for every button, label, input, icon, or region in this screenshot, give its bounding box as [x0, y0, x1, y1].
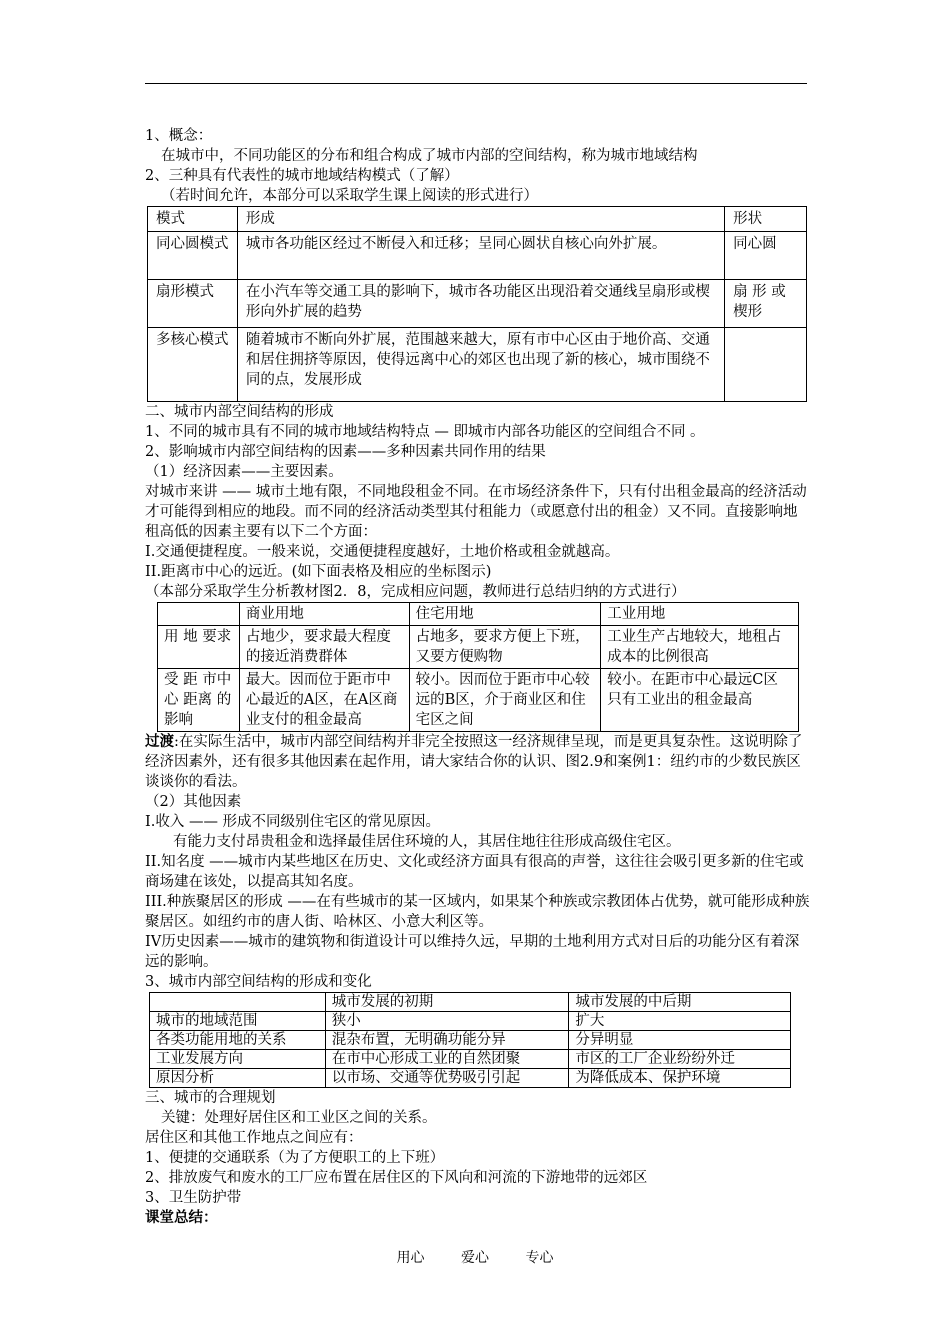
paragraph: II.距离市中心的远近。(如下面表格及相应的坐标图示) [145, 564, 492, 580]
table-cell: 扇 形 或楔形 [725, 280, 807, 328]
table-cell: 在小汽车等交通工具的影响下，城市各功能区出现沿着交通线呈扇形或楔形向外扩展的趋势 [237, 280, 724, 328]
paragraph: III.种族聚居区的形成 ——在有些城市的某一区域内，如果某个种族或宗教团体占优势，就可能形成种族聚居区。如纽约市的唐人街、哈林区、小意大利区等。 [145, 894, 810, 930]
header-rule [145, 83, 807, 84]
table-cell: 为降低成本、保护环境 [569, 1069, 791, 1088]
paragraph-transition [145, 732, 810, 792]
table-cell: 分异明显 [569, 1031, 791, 1050]
page-footer [0, 1247, 950, 1267]
table-header-cell: 城市发展的初期 [325, 993, 569, 1012]
footer-word: 爱心 [461, 1250, 489, 1266]
paragraph: 3、城市内部空间结构的形成和变化 [145, 974, 372, 990]
models-table [147, 206, 807, 402]
table-cell: 狭小 [325, 1012, 569, 1031]
table-row [150, 1069, 791, 1088]
table-row [150, 1012, 791, 1031]
table-cell: 随着城市不断向外扩展，范围越来越大，原有市中心区由于地价高、交通和居住拥挤等原因，使得远离中心的郊区也出现了新的核心，城市围绕不同的点，发展形成 [237, 328, 724, 402]
footer-word: 专心 [525, 1250, 554, 1266]
development-table [149, 992, 791, 1088]
paragraph: I.收入 —— 形成不同级别住宅区的常见原因。 [145, 814, 441, 830]
table-row [150, 1050, 791, 1069]
heading-models: 2、三种具有代表性的城市地域结构模式（了解） [145, 168, 459, 184]
table-header-row [148, 207, 807, 232]
table-cell: 在市中心形成工业的自然团聚 [325, 1050, 569, 1069]
table-cell: 占地多，要求方便上下班，又要方便购物 [409, 626, 601, 669]
table-cell: 工业生产占地较大，地租占成本的比例很高 [601, 626, 799, 669]
table-header-cell: 形状 [725, 207, 807, 232]
table-cell: 占地少，要求最大程度的接近消费群体 [239, 626, 409, 669]
table-header-cell: 住宅用地 [409, 603, 601, 626]
table-cell: 同心圆模式 [148, 232, 238, 280]
note-reading: （若时间允许，本部分可以采取学生课上阅读的形式进行） [161, 188, 538, 204]
paragraph: （2）其他因素 [145, 794, 242, 810]
transition-text: :在实际生活中，城市内部空间结构并非完全按照这一经济规律呈现，而是更具复杂性。这说明除了经济因素外，还有很多其他因素在起作用，请大家结合你的认识、图2.9和案例1：纽约市的少数民族区谈谈你的看法。 [145, 734, 803, 790]
table-cell: 受 距 市中 心 距离 的 影响 [158, 669, 240, 732]
document-body [145, 126, 810, 1228]
list-item: 3、卫生防护带 [145, 1190, 242, 1206]
paragraph: 居住区和其他工作地点之间应有： [145, 1130, 363, 1146]
table-header-cell: 商业用地 [239, 603, 409, 626]
table-cell: 多核心模式 [148, 328, 238, 402]
table-cell: 较小。因而位于距市中心较远的B区，介于商业区和住宅区之间 [409, 669, 601, 732]
table-cell: 工业发展方向 [150, 1050, 326, 1069]
table-header-row [150, 993, 791, 1012]
table-header-cell: 形成 [237, 207, 724, 232]
paragraph: 2、影响城市内部空间结构的因素——多种因素共同作用的结果 [145, 444, 546, 460]
table-cell: 同心圆 [725, 232, 807, 280]
paragraph: IV历史因素——城市的建筑物和街道设计可以维持久远，早期的土地利用方式对日后的功能分区有着深远的影响。 [145, 934, 800, 970]
table-cell: 用 地 要求 [158, 626, 240, 669]
paragraph: I.交通便捷程度。一般来说，交通便捷程度越好，土地价格或租金就越高。 [145, 544, 620, 560]
summary-heading [145, 1208, 810, 1228]
table-row [148, 328, 807, 402]
table-cell: 以市场、交通等优势吸引引起 [325, 1069, 569, 1088]
section-heading-2: 二、城市内部空间结构的形成 [145, 404, 334, 420]
paragraph: （1）经济因素——主要因素。 [145, 464, 343, 480]
paragraph: 有能力支付昂贵租金和选择最佳居住环境的人，其居住地往往形成高级住宅区。 [173, 834, 681, 850]
table-cell: 最大。因而位于距市中心最近的A区，在A区商业支付的租金最高 [239, 669, 409, 732]
table-header-row [158, 603, 799, 626]
table-header-cell [158, 603, 240, 626]
landuse-table [157, 602, 799, 732]
table-header-cell: 城市发展的中后期 [569, 993, 791, 1012]
table-cell: 城市的地域范围 [150, 1012, 326, 1031]
table-cell: 原因分析 [150, 1069, 326, 1088]
paragraph-concept: 在城市中，不同功能区的分布和组合构成了城市内部的空间结构，称为城市地域结构 [161, 148, 698, 164]
table-cell: 扇形模式 [148, 280, 238, 328]
table-cell: 混杂布置，无明确功能分异 [325, 1031, 569, 1050]
table-row [148, 280, 807, 328]
section-heading-3: 三、城市的合理规划 [145, 1090, 276, 1106]
table-cell: 扩大 [569, 1012, 791, 1031]
table-row [148, 232, 807, 280]
table-cell: 市区的工厂企业纷纷外迁 [569, 1050, 791, 1069]
paragraph: 关键：处理好居住区和工业区之间的关系。 [161, 1110, 437, 1126]
table-cell [725, 328, 807, 402]
table-row [150, 1031, 791, 1050]
list-item: 1、便捷的交通联系（为了方便职工的上下班） [145, 1150, 445, 1166]
table-header-cell: 模式 [148, 207, 238, 232]
paragraph-rent: 对城市来讲 —— 城市土地有限，不同地段租金不同。在市场经济条件下，只有付出租金最高的经济活动才可能得到相应的地段。而不同的经济活动类型其付租能力（或愿意付出的租金）又不同。直接影响地租高低的因素主要有以下二个方面： [145, 484, 807, 540]
paragraph: II.知名度 ——城市内某些地区在历史、文化或经济方面具有很高的声誉，这往往会吸引更多新的住宅或商场建在该处，以提高其知名度。 [145, 854, 804, 890]
table-row [158, 626, 799, 669]
table-cell: 各类功能用地的关系 [150, 1031, 326, 1050]
heading-concept: 1、概念： [145, 128, 213, 144]
paragraph: 1、不同的城市具有不同的城市地域结构特点 — 即城市内部各功能区的空间组合不同 。 [145, 424, 705, 440]
table-cell: 较小。在距市中心最远C区只有工业出的租金最高 [601, 669, 799, 732]
table-row [158, 669, 799, 732]
summary-label: 课堂总结： [145, 1209, 218, 1226]
transition-label: 过渡 [145, 733, 174, 750]
list-item: 2、排放废气和废水的工厂应布置在居住区的下风向和河流的下游地带的远郊区 [145, 1170, 648, 1186]
table-header-cell: 工业用地 [601, 603, 799, 626]
footer-word: 用心 [396, 1250, 425, 1266]
table-cell: 城市各功能区经过不断侵入和迁移；呈同心圆状自核心向外扩展。 [237, 232, 724, 280]
note-figure: （本部分采取学生分析教材图2．8，完成相应问题，教师进行总结归纳的方式进行） [145, 584, 686, 600]
table-header-cell [150, 993, 326, 1012]
